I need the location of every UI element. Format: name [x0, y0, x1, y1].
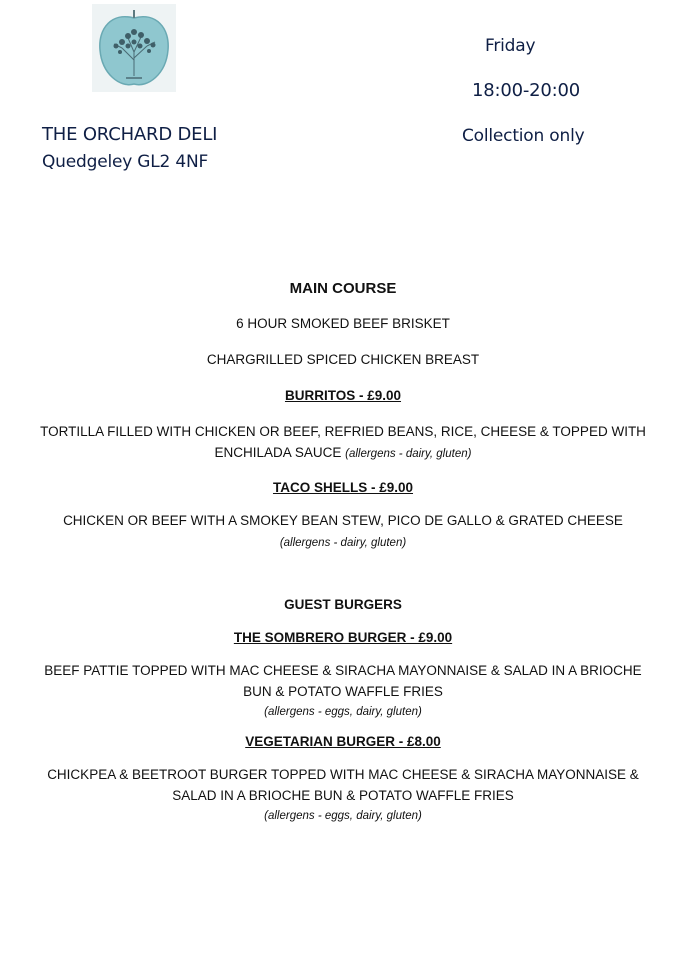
- burritos-title: BURRITOS - £9.00: [284, 388, 402, 403]
- burritos-desc-text: TORTILLA FILLED WITH CHICKEN OR BEEF, REFRIED BEANS, RICE, CHEESE & TOPPED WITH ENCHILADA SAUCE: [40, 424, 646, 460]
- collection-note: Collection only: [462, 126, 585, 146]
- sombrero-burger-description: BEEF PATTIE TOPPED WITH MAC CHEESE & SIRACHA MAYONNAISE & SALAD IN A BRIOCHE BUN & POTATO WAFFLE FRIES: [44, 663, 642, 699]
- sombrero-burger-title: THE SOMBRERO BURGER - £9.00: [233, 630, 453, 645]
- vegetarian-burger-description: CHICKPEA & BEETROOT BURGER TOPPED WITH MAC CHEESE & SIRACHA MAYONNAISE & SALAD IN A BRIOCHE BUN & POTATO WAFFLE FRIES: [47, 767, 639, 803]
- apple-tree-logo-icon: [92, 4, 176, 92]
- taco-shells-allergens: (allergens - dairy, gluten): [279, 537, 407, 549]
- menu-item-brisket: 6 HOUR SMOKED BEEF BRISKET: [236, 316, 450, 331]
- service-day: Friday: [485, 36, 536, 56]
- vegetarian-burger-title: VEGETARIAN BURGER - £8.00: [245, 734, 441, 749]
- taco-shells-description: [0, 510, 686, 554]
- burritos-description: [0, 421, 686, 465]
- main-course-heading: MAIN COURSE: [289, 280, 397, 297]
- guest-burgers-heading: GUEST BURGERS: [284, 597, 402, 612]
- taco-shells-title: TACO SHELLS - £9.00: [272, 480, 414, 495]
- deli-address: Quedgeley GL2 4NF: [42, 152, 209, 172]
- taco-shells-desc-text: CHICKEN OR BEEF WITH A SMOKEY BEAN STEW, PICO DE GALLO & GRATED CHEESE: [63, 513, 623, 528]
- vegetarian-burger-allergens: (allergens - eggs, dairy, gluten): [264, 810, 422, 822]
- deli-name: THE ORCHARD DELI: [42, 124, 218, 145]
- burritos-allergens: (allergens - dairy, gluten): [345, 448, 472, 460]
- menu-body: [0, 278, 686, 827]
- service-time: 18:00-20:00: [472, 80, 581, 101]
- menu-item-chicken-breast: CHARGRILLED SPICED CHICKEN BREAST: [206, 352, 480, 367]
- sombrero-burger-allergens: (allergens - eggs, dairy, gluten): [264, 706, 422, 718]
